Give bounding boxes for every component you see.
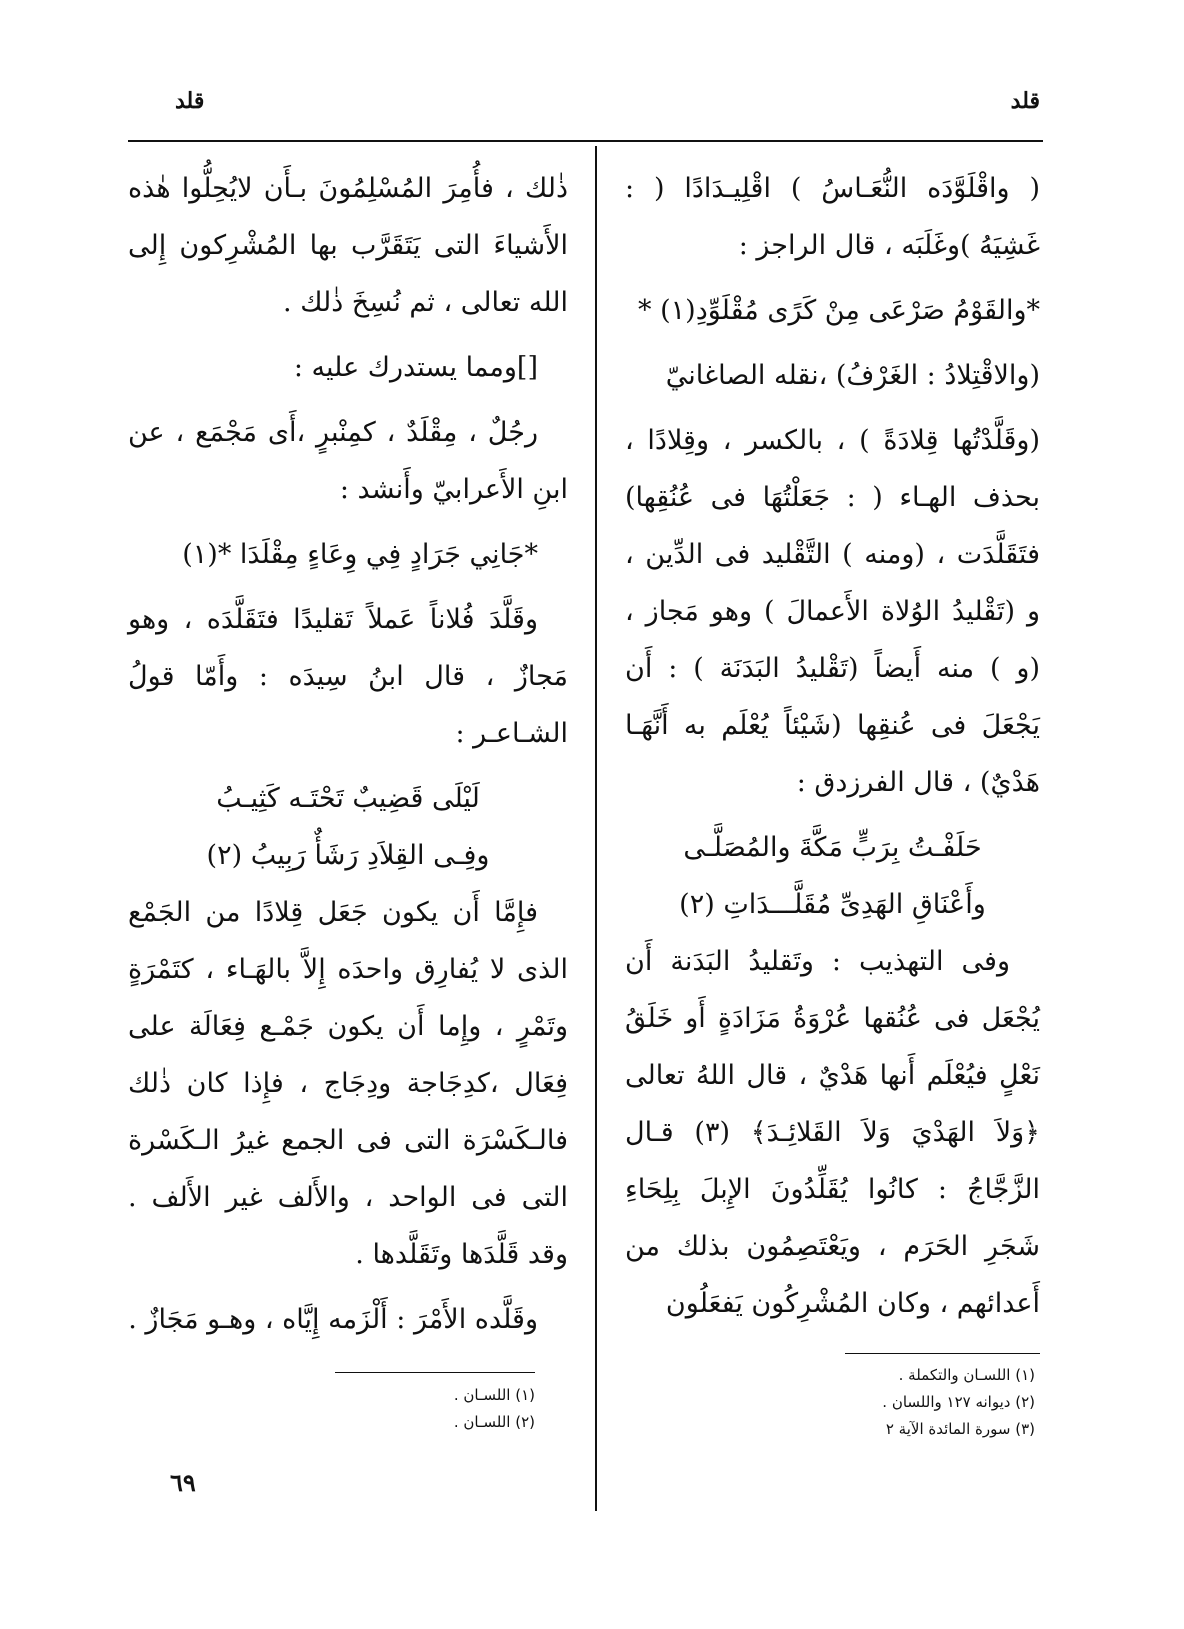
poem-hemistich: وأَعْنَاقِ الهَدِىِّ مُقَلَّـــدَاتِ (٢) — [679, 889, 986, 920]
paragraph: ( واقْلَوَّدَه النُّعَـاسُ ) اقْلِيـدَادًا ( : غَشِيَهُ )وغَلَبَه ، قال الراجز : — [625, 173, 1040, 261]
poem-hemistich: وفِـى القِلاَدِ رَشَأٌ رَبِيبُ (٢) — [206, 840, 490, 871]
paragraph: ذٰلك ، فأُمِرَ المُسْلِمُونَ بـأَن لايُحِلُّوا هٰذه الأَشياءَ التى يَتَقَرَّب بها المُشْرِكون إِلى الله تعالى ، ثم نُسِخَ ذٰلك . — [128, 173, 568, 318]
paragraph: وقَلَّدَ فُلاناً عَملاً تَقليدًا فتَقَلَّدَه ، وهو مَجازٌ ، قال ابنُ سِيدَه : وأَمّا قولُ الشـاعـر : — [128, 604, 568, 749]
page-number: ٦٩ — [170, 1468, 196, 1497]
running-head-left: قلد — [175, 88, 205, 114]
footnotes-right — [720, 1362, 1035, 1443]
poem-hemistich: لَيْلَى قَضِيبٌ تَحْتَـه كَثِيـبُ — [216, 783, 480, 814]
header-rule — [128, 140, 1043, 142]
footnote: (٢) ديوانه ١٢٧ واللسان . — [882, 1393, 1035, 1411]
column-divider — [595, 146, 597, 1511]
poem-hemistich: حَلَفْـتُ بِرَبٍّ مَكَّةَ والمُصَلَّـى — [683, 832, 982, 863]
footnote: (١) اللسـان . — [453, 1386, 535, 1404]
paragraph: (وقَلَّدْتُها قِلادَةً ) ، بالكسر ، وقِلادًا ، بحذف الهـاء ( : جَعَلْتُهَا فى عُنُقِها) فتَقَلَّدَت ، (ومنه ) التَّقْليد فى الدِّين ، و (تَقْليدُ الوُلاة الأَعمالَ ) وهو مَجاز ، (و ) منه أَيضاً (تَقْليدُ البَدَنَة ) : أَن يَجْعَلَ فى عُنقِها (شَيْئاً يُعْلَم به أَنَّهَـا هَدْيٌ) ، قال الفرزدق : — [625, 425, 1040, 798]
footnote: (٣) سورة المائدة الآية ٢ — [885, 1420, 1035, 1438]
paragraph: وفى التهذيب : وتَقليدُ البَدَنة أَن يُجْعَل فى عُنُقها عُرْوَةُ مَزَادَةٍ أَو خَلَقُ نَعْلٍ فيُعْلَم أَنها هَدْيٌ ، قال اللهُ تعالى ﴿وَلاَ الهَدْيَ وَلاَ القَلائِـدَ﴾ (٣) قـال الزَّجَّاجُ : كانُوا يُقَلِّدُونَ الإِبلَ بِلِحَاءِ شَجَرِ الحَرَم ، ويَعْتَصِمُون بذلك من أَعدائهم ، وكان المُشْرِكُون يَفعَلُون — [625, 946, 1041, 1319]
paragraph: فإِمَّا أَن يكون جَعَل قِلادًا من الجَمْع الذى لا يُفارِق واحدَه إِلاَّ بالهَـاء ، كتَمْرَةٍ وتَمْرٍ ، وإِما أَن يكون جَمْـع فِعَالَة على فِعَال ،كدِجَاجة ودِجَاج ، فإِذا كان ذٰلك فالـكَسْرَة التى فى الجمع غيرُ الـكَسْرة التى فى الواحد ، والأَلف غير الأَلف . وقد قَلَّدَها وتَقَلَّدها . — [128, 897, 568, 1270]
paragraph: وقَلَّده الأَمْرَ : أَلْزَمه إِيَّاه ، وهـو مَجَازٌ . — [128, 1304, 538, 1335]
paragraph: (والاقْتِلادُ : الغَرْفُ) ،نقله الصاغانيّ — [665, 360, 1040, 391]
footnote: (٢) اللسـان . — [453, 1413, 535, 1431]
section-heading: []ومما يستدرك عليه : — [293, 352, 538, 383]
footnote: (١) اللسـان والتكملة . — [898, 1366, 1035, 1384]
quoted-verse-line: *والقَوْمُ صَرْعَى مِنْ كَرًى مُقْلَوِّدِ(١) * — [638, 295, 1040, 326]
running-head-right: قلد — [1010, 88, 1040, 114]
right-column — [625, 160, 1040, 1340]
quoted-verse-line: *جَانِي جَرَادٍ فِي وِعَاءٍ مِقْلَدَا *(١) — [182, 539, 538, 570]
footnote-rule — [845, 1353, 1040, 1354]
left-column — [128, 160, 568, 1356]
footnote-rule — [335, 1372, 535, 1373]
paragraph: رجُلٌ ، مِقْلَدٌ ، كمِنْبرٍ ،أَى مَجْمَع ، عن ابنِ الأَعرابيّ وأَنشد : — [128, 417, 568, 505]
footnotes-left — [300, 1382, 535, 1436]
